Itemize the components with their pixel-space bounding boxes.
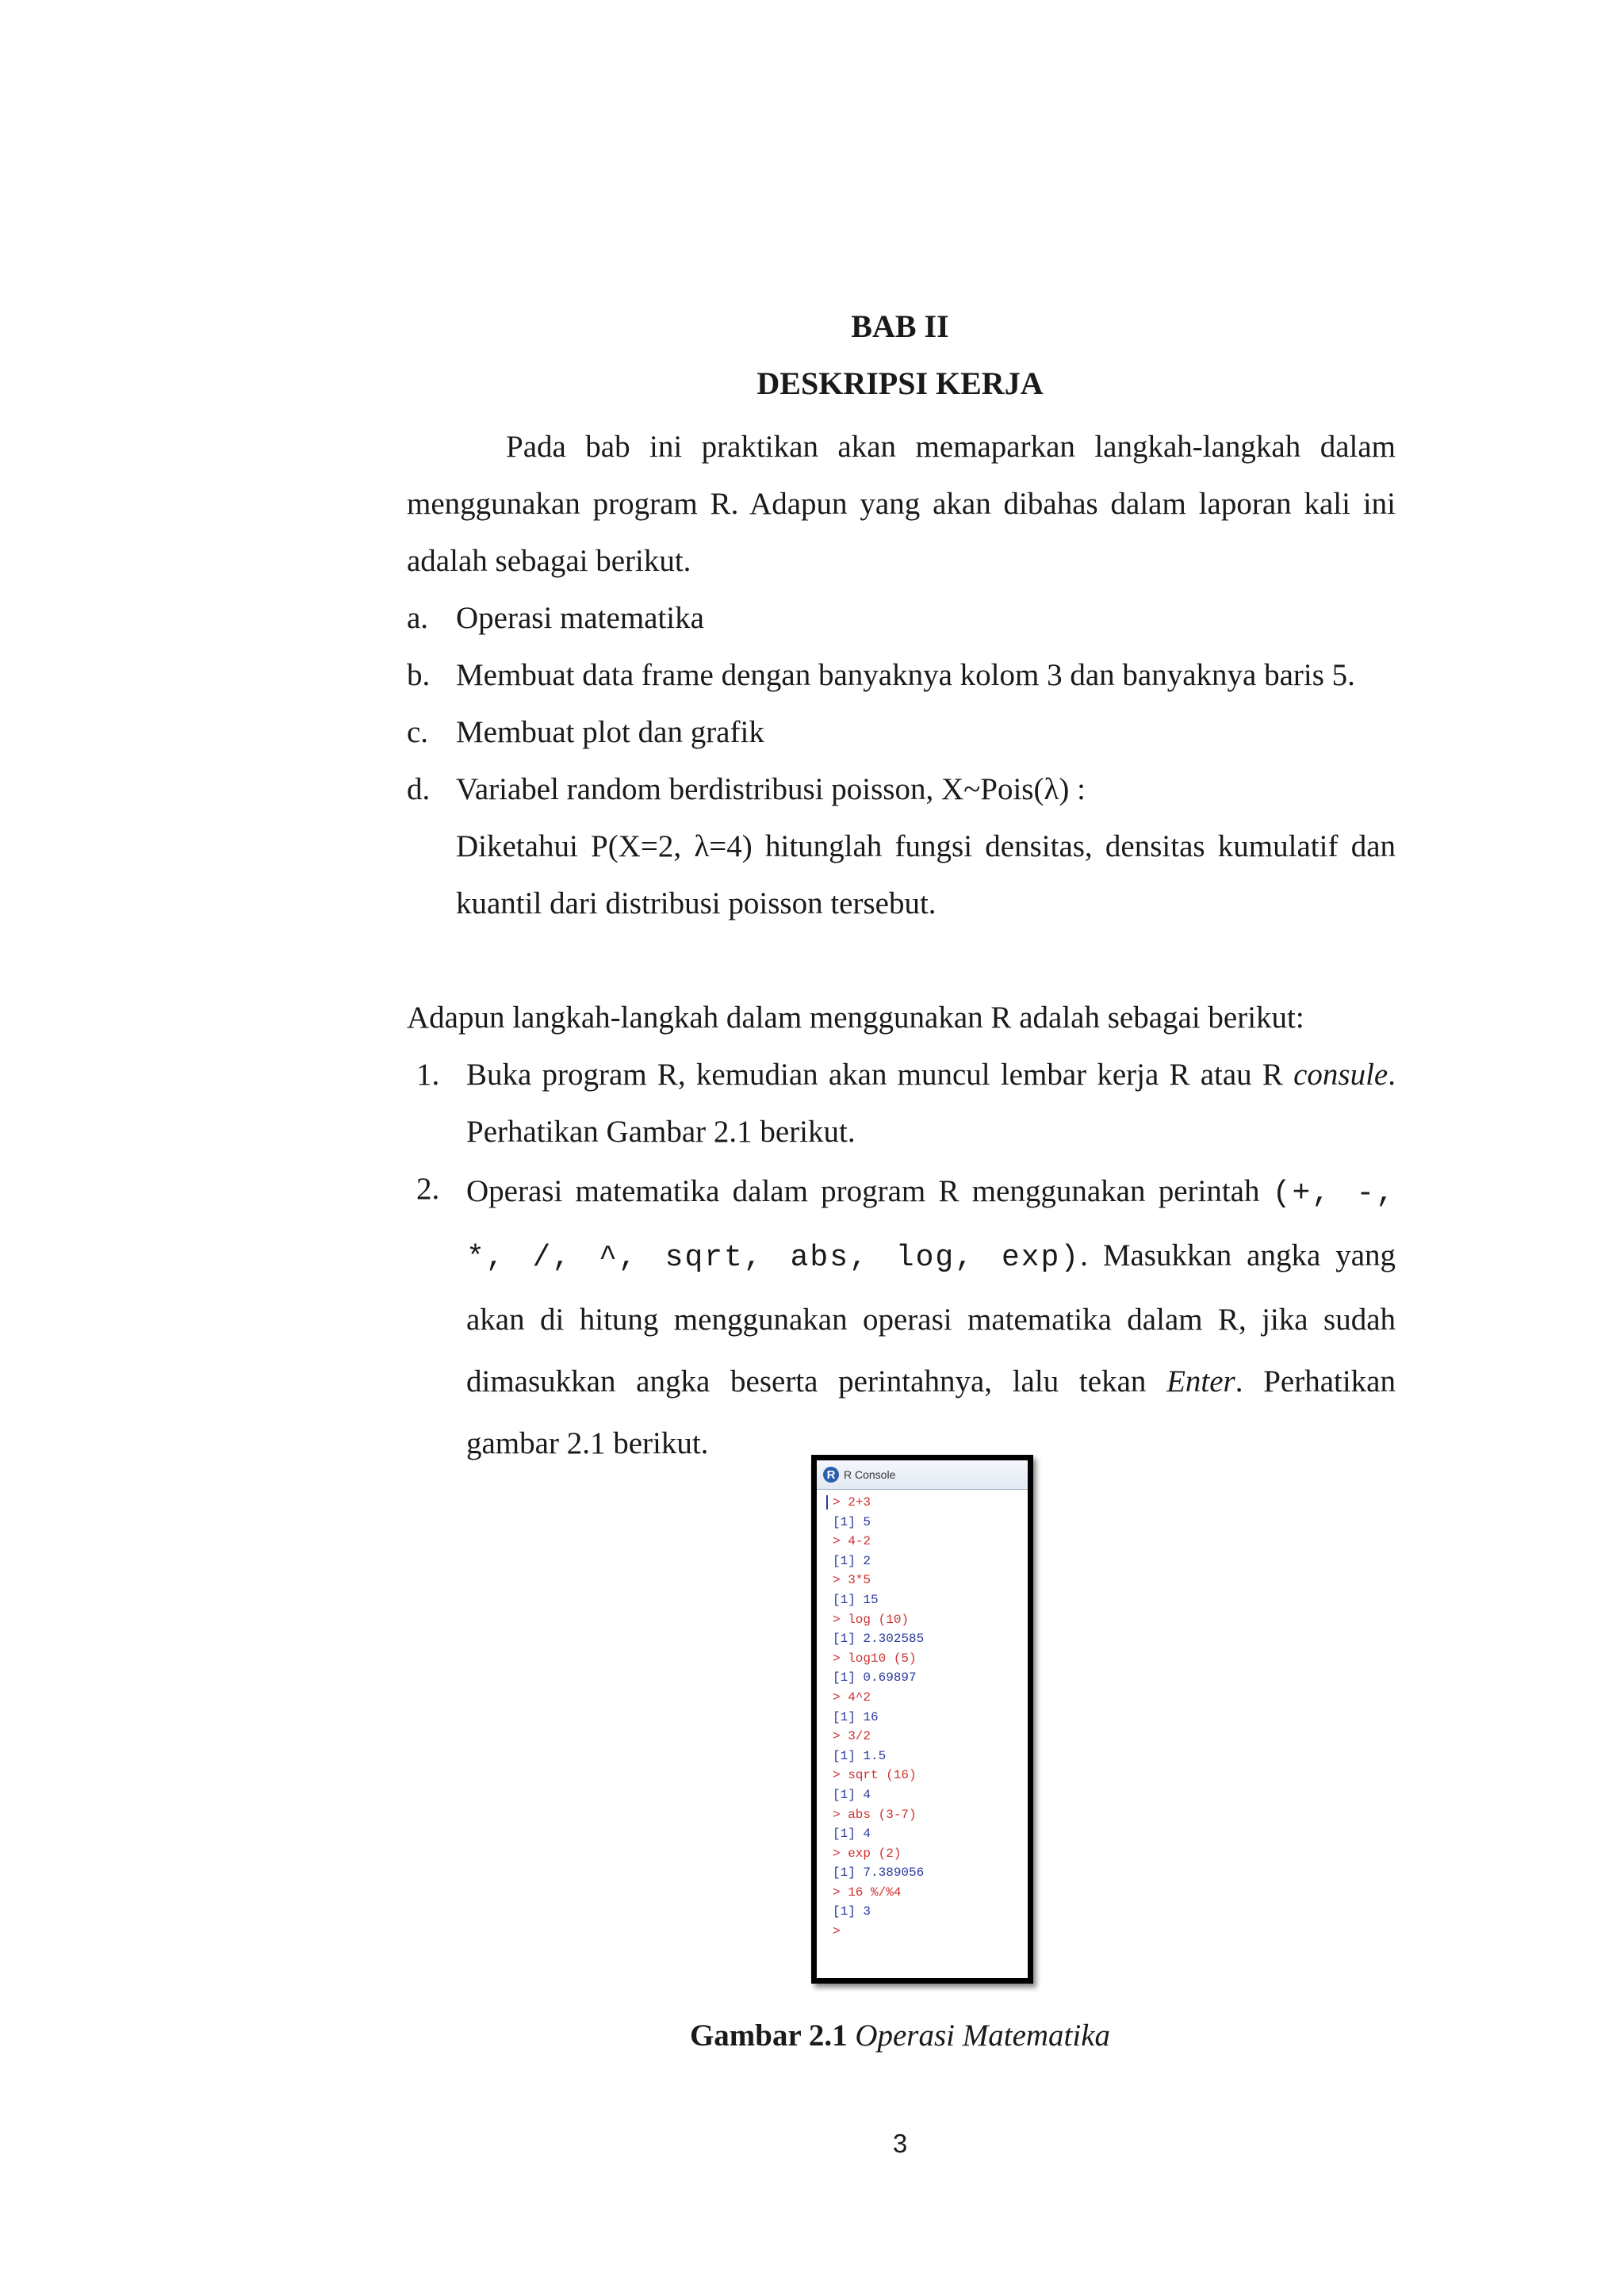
step-text-part: . Perhatikan gambar 2.1 berikut. — [466, 1364, 1396, 1460]
console-output-line: [1] 2 — [833, 1553, 871, 1568]
console-output-line: [1] 5 — [833, 1514, 871, 1529]
console-output-line: [1] 3 — [833, 1904, 871, 1919]
console-command-line: > 4-2 — [833, 1534, 871, 1549]
console-command-line: > exp (2) — [833, 1846, 902, 1861]
list-item-text: Membuat data frame dengan banyaknya kolom 3 dan banyaknya baris 5. — [456, 658, 1355, 692]
list-item-text: Operasi matematika — [456, 601, 704, 635]
console-command-line: > abs (3-7) — [833, 1807, 917, 1822]
console-command-line: > 2+3 — [833, 1495, 871, 1510]
console-output-line: [1] 0.69897 — [833, 1670, 917, 1686]
list-item-text — [456, 761, 1396, 932]
console-output-line: [1] 4 — [833, 1827, 871, 1842]
console-output-line: [1] 7.389056 — [833, 1866, 925, 1881]
console-command-line: > log10 (5) — [833, 1651, 917, 1666]
list-marker: c. — [407, 715, 429, 749]
step-item — [407, 1161, 1396, 1475]
console-command-line: > 3/2 — [833, 1729, 871, 1744]
console-command-line: > 3*5 — [833, 1573, 871, 1588]
intro-paragraph: Pada bab ini praktikan akan memaparkan langkah-langkah dalam menggunakan program R. Adapun yang akan dibahas dalam laporan kali ini adalah sebagai berikut. — [407, 430, 1396, 578]
list-marker: d. — [407, 772, 431, 806]
step-text — [466, 1047, 1396, 1161]
step-marker: 1. — [416, 1058, 440, 1092]
console-titlebar — [817, 1460, 1028, 1490]
figure-caption — [0, 2018, 1624, 2053]
r-console-screenshot — [811, 1455, 1033, 1984]
console-output-line: [1] 15 — [833, 1592, 879, 1607]
list-item-main: Variabel random berdistribusi poisson, X~Pois(λ) : — [456, 772, 1086, 806]
console-command-line: > 4^2 — [833, 1689, 871, 1705]
list-marker: b. — [407, 658, 431, 692]
steps-intro: Adapun langkah-langkah dalam menggunakan R adalah sebagai berikut: — [407, 1001, 1304, 1035]
console-output-line: [1] 4 — [833, 1787, 871, 1802]
list-item-sub: Diketahui P(X=2, λ=4) hitunglah fungsi densitas, densitas kumulatif dan kuantil dari distribusi poisson tersebut. — [456, 829, 1396, 920]
step-item — [407, 1047, 1396, 1161]
console-output — [817, 1490, 1028, 1942]
list-item — [407, 704, 1396, 761]
console-command-line: > sqrt (16) — [833, 1768, 917, 1783]
console-title: R Console — [844, 1468, 896, 1481]
console-output-line: [1] 2.302585 — [833, 1632, 925, 1647]
topic-list — [407, 590, 1396, 932]
r-logo-icon: R — [823, 1467, 839, 1483]
steps-list — [407, 1047, 1396, 1475]
console-command-line: > 16 %/%4 — [833, 1885, 902, 1900]
caption-text: Operasi Matematika — [855, 2019, 1111, 2053]
list-item — [407, 590, 1396, 647]
step-code: (+, -, *, /, ^, sqrt, abs, log, exp) — [466, 1177, 1396, 1275]
text-cursor — [826, 1495, 828, 1510]
console-output-line: [1] 16 — [833, 1709, 879, 1724]
page-number: 3 — [892, 2129, 908, 2158]
list-marker: a. — [407, 601, 429, 635]
console-command-line: > log (10) — [833, 1612, 910, 1627]
console-output-line: [1] 1.5 — [833, 1748, 887, 1763]
chapter-number: BAB II — [851, 308, 949, 344]
console-command-line: > — [833, 1924, 841, 1939]
step-text-emphasis: Enter — [1166, 1364, 1235, 1399]
step-marker: 2. — [416, 1172, 440, 1206]
list-item — [407, 647, 1396, 704]
list-item-text: Membuat plot dan grafik — [456, 715, 764, 749]
step-text-part: . Masukkan angka yang akan di hitung menggunakan operasi matematika dalam R, jika sudah dimasukkan angka beserta perintahnya, lalu tekan — [466, 1238, 1396, 1399]
step-text — [466, 1161, 1396, 1475]
step-text-part: Buka program R, kemudian akan muncul lembar kerja R atau R — [466, 1058, 1294, 1092]
chapter-title: DESKRIPSI KERJA — [756, 365, 1044, 401]
list-item — [407, 761, 1396, 932]
step-text-emphasis: consule — [1293, 1058, 1388, 1092]
step-text-part: Operasi matematika dalam program R menggunakan perintah — [466, 1174, 1273, 1208]
step-text-part: . Perhatikan Gambar 2.1 berikut. — [466, 1058, 1396, 1149]
caption-label: Gambar 2.1 — [689, 2019, 848, 2053]
